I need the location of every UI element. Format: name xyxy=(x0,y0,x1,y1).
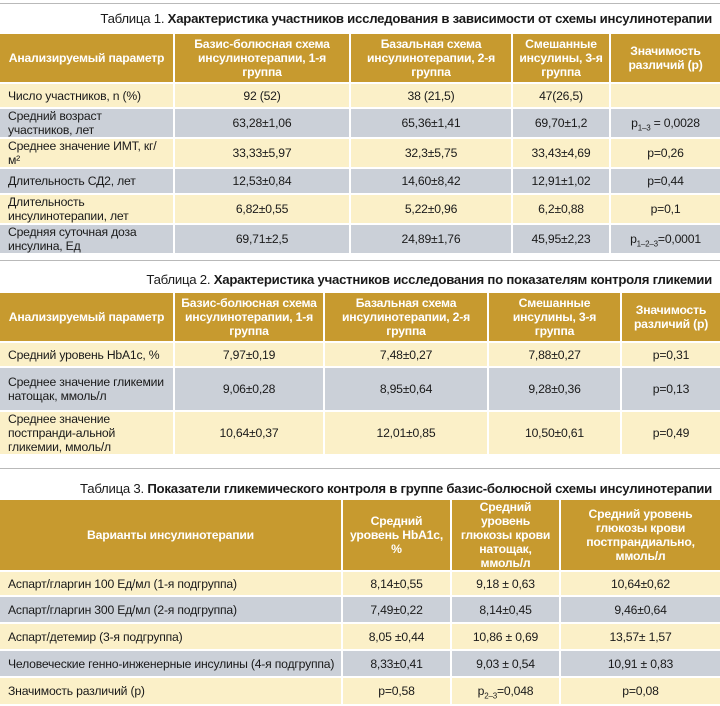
table1-header-group3: Смешанные инсулины, 3-я группа xyxy=(513,34,611,84)
value-group1: 92 (52) xyxy=(175,84,351,109)
table-row xyxy=(0,84,720,109)
value-significance: p=0,1 xyxy=(611,195,720,225)
row-label: Длительность инсулинотерапии, лет xyxy=(0,195,175,225)
p-value: = 0,0028 xyxy=(650,116,700,130)
p-value: =0,048 xyxy=(496,684,534,698)
p-subscript: 2–3 xyxy=(484,691,497,701)
table-row xyxy=(0,109,720,139)
value-hba1c: p=0,58 xyxy=(343,678,452,706)
table3-header-hba1c: Средний уровень HbA1c, % xyxy=(343,500,452,572)
value-group1: 7,97±0,19 xyxy=(175,343,325,368)
table1-header-group1: Базис-болюсная схема инсулинотерапии, 1-я группа xyxy=(175,34,351,84)
table2-caption xyxy=(146,272,712,287)
value-group1: 63,28±1,06 xyxy=(175,109,351,139)
row-label: Средняя суточная доза инсулина, Ед xyxy=(0,225,175,255)
value-significance: p=0,49 xyxy=(622,412,720,456)
table1-caption xyxy=(100,11,712,26)
table-row xyxy=(0,368,720,412)
value-group3: 6,2±0,88 xyxy=(513,195,611,225)
value-significance: p=0,31 xyxy=(622,343,720,368)
value-group2: 7,48±0,27 xyxy=(325,343,489,368)
value-significance: p=0,44 xyxy=(611,169,720,195)
table1-caption-title: Характеристика участников исследования в зависимости от схемы инсулинотерапии xyxy=(167,11,712,26)
value-hba1c: 7,49±0,22 xyxy=(343,597,452,624)
row-label: Длительность СД2, лет xyxy=(0,169,175,195)
row-label: Средний уровень HbA1c, % xyxy=(0,343,175,368)
table2-caption-title: Характеристика участников исследования по показателям контроля гликемии xyxy=(213,272,712,287)
value-group2: 5,22±0,96 xyxy=(351,195,513,225)
value-fasting: 8,14±0,45 xyxy=(452,597,561,624)
value-group3: 47(26,5) xyxy=(513,84,611,109)
value-postprandial: 13,57± 1,57 xyxy=(561,624,720,651)
value-hba1c: 8,14±0,55 xyxy=(343,572,452,597)
table3 xyxy=(0,500,720,706)
value-group3: 45,95±2,23 xyxy=(513,225,611,255)
row-label: Число участников, n (%) xyxy=(0,84,175,109)
value-group3: 7,88±0,27 xyxy=(489,343,622,368)
value-postprandial: 9,46±0,64 xyxy=(561,597,720,624)
value-fasting: 9,03 ± 0,54 xyxy=(452,651,561,678)
table-row xyxy=(0,651,720,678)
value-fasting xyxy=(452,678,561,706)
value-significance: p=0,13 xyxy=(622,368,720,412)
value-group3: 12,91±1,02 xyxy=(513,169,611,195)
value-group3: 69,70±1,2 xyxy=(513,109,611,139)
value-hba1c: 8,33±0,41 xyxy=(343,651,452,678)
table2-top-rule xyxy=(0,260,720,261)
value-significance xyxy=(611,84,720,109)
value-group2: 12,01±0,85 xyxy=(325,412,489,456)
value-group2: 14,60±8,42 xyxy=(351,169,513,195)
value-group2: 38 (21,5) xyxy=(351,84,513,109)
row-label: Аспарт/детемир (3-я подгруппа) xyxy=(0,624,343,651)
p-subscript: 1–2–3 xyxy=(636,239,658,249)
table2-caption-lead: Таблица 2. xyxy=(146,272,211,287)
table1-header-group2: Базальная схема инсулинотерапии, 2-я группа xyxy=(351,34,513,84)
table-row xyxy=(0,678,720,706)
table3-top-rule xyxy=(0,468,720,469)
table1-top-rule xyxy=(0,3,720,4)
table2-header-group1: Базис-болюсная схема инсулинотерапии, 1-я группа xyxy=(175,293,325,343)
table1-header-significance: Значимость различий (р) xyxy=(611,34,720,84)
table3-header-variant: Варианты инсулинотерапии xyxy=(0,500,343,572)
value-group1: 69,71±2,5 xyxy=(175,225,351,255)
value-group2: 24,89±1,76 xyxy=(351,225,513,255)
row-label: Аспарт/гларгин 100 Ед/мл (1-я подгруппа) xyxy=(0,572,343,597)
row-label: Среднее значение гликемии натощак, ммоль/л xyxy=(0,368,175,412)
value-significance xyxy=(611,225,720,255)
table2-header-group3: Смешанные инсулины, 3-я группа xyxy=(489,293,622,343)
p-prefix: p xyxy=(630,232,637,246)
table2-header-group2: Базальная схема инсулинотерапии, 2-я группа xyxy=(325,293,489,343)
row-label: Человеческие генно-инженерные инсулины (4-я подгруппа) xyxy=(0,651,343,678)
p-subscript: 1–3 xyxy=(637,123,651,133)
value-group2: 8,95±0,64 xyxy=(325,368,489,412)
table3-caption-lead: Таблица 3. xyxy=(80,481,144,496)
table-row xyxy=(0,624,720,651)
value-hba1c: 8,05 ±0,44 xyxy=(343,624,452,651)
table-row xyxy=(0,139,720,169)
row-label: Среднее значение ИМТ, кг/м² xyxy=(0,139,175,169)
value-group3: 9,28±0,36 xyxy=(489,368,622,412)
row-label: Значимость различий (p) xyxy=(0,678,343,706)
row-label: Средний возраст участников, лет xyxy=(0,109,175,139)
value-group2: 65,36±1,41 xyxy=(351,109,513,139)
table2-header-row xyxy=(0,293,720,343)
table3-header-postprandial: Средний уровень глюкозы крови постпрандиально, ммоль/л xyxy=(561,500,720,572)
p-prefix: p xyxy=(477,684,485,698)
table2-header-significance: Значимость различий (р) xyxy=(622,293,720,343)
value-postprandial: 10,91 ± 0,83 xyxy=(561,651,720,678)
table3-caption xyxy=(80,481,712,496)
table-row xyxy=(0,572,720,597)
table1-header-param: Анализируемый параметр xyxy=(0,34,175,84)
table-row xyxy=(0,169,720,195)
value-fasting: 9,18 ± 0,63 xyxy=(452,572,561,597)
table1-caption-lead: Таблица 1. xyxy=(100,11,165,26)
table2-header-param: Анализируемый параметр xyxy=(0,293,175,343)
table1-header-row xyxy=(0,34,720,84)
value-group1: 6,82±0,55 xyxy=(175,195,351,225)
value-group3: 33,43±4,69 xyxy=(513,139,611,169)
table3-header-fasting: Средний уровень глюкозы крови натощак, ммоль/л xyxy=(452,500,561,572)
value-fasting: 10,86 ± 0,69 xyxy=(452,624,561,651)
value-group1: 33,33±5,97 xyxy=(175,139,351,169)
p-value: =0,0001 xyxy=(657,232,701,246)
value-group1: 12,53±0,84 xyxy=(175,169,351,195)
row-label: Среднее значение постпранди-альной гликемии, ммоль/л xyxy=(0,412,175,456)
value-postprandial: p=0,08 xyxy=(561,678,720,706)
value-group1: 9,06±0,28 xyxy=(175,368,325,412)
p-prefix: p xyxy=(631,116,638,130)
row-label: Аспарт/гларгин 300 Ед/мл (2-я подгруппа) xyxy=(0,597,343,624)
value-significance xyxy=(611,109,720,139)
table-row xyxy=(0,225,720,255)
value-group3: 10,50±0,61 xyxy=(489,412,622,456)
value-significance: p=0,26 xyxy=(611,139,720,169)
table-row xyxy=(0,412,720,456)
value-group2: 32,3±5,75 xyxy=(351,139,513,169)
table3-caption-title: Показатели гликемического контроля в группе базис-болюсной схемы инсулинотерапии xyxy=(147,481,712,496)
table-row xyxy=(0,343,720,368)
table-row xyxy=(0,195,720,225)
table2 xyxy=(0,293,720,456)
table-row xyxy=(0,597,720,624)
value-postprandial: 10,64±0,62 xyxy=(561,572,720,597)
table1 xyxy=(0,34,720,255)
value-group1: 10,64±0,37 xyxy=(175,412,325,456)
table3-header-row xyxy=(0,500,720,572)
